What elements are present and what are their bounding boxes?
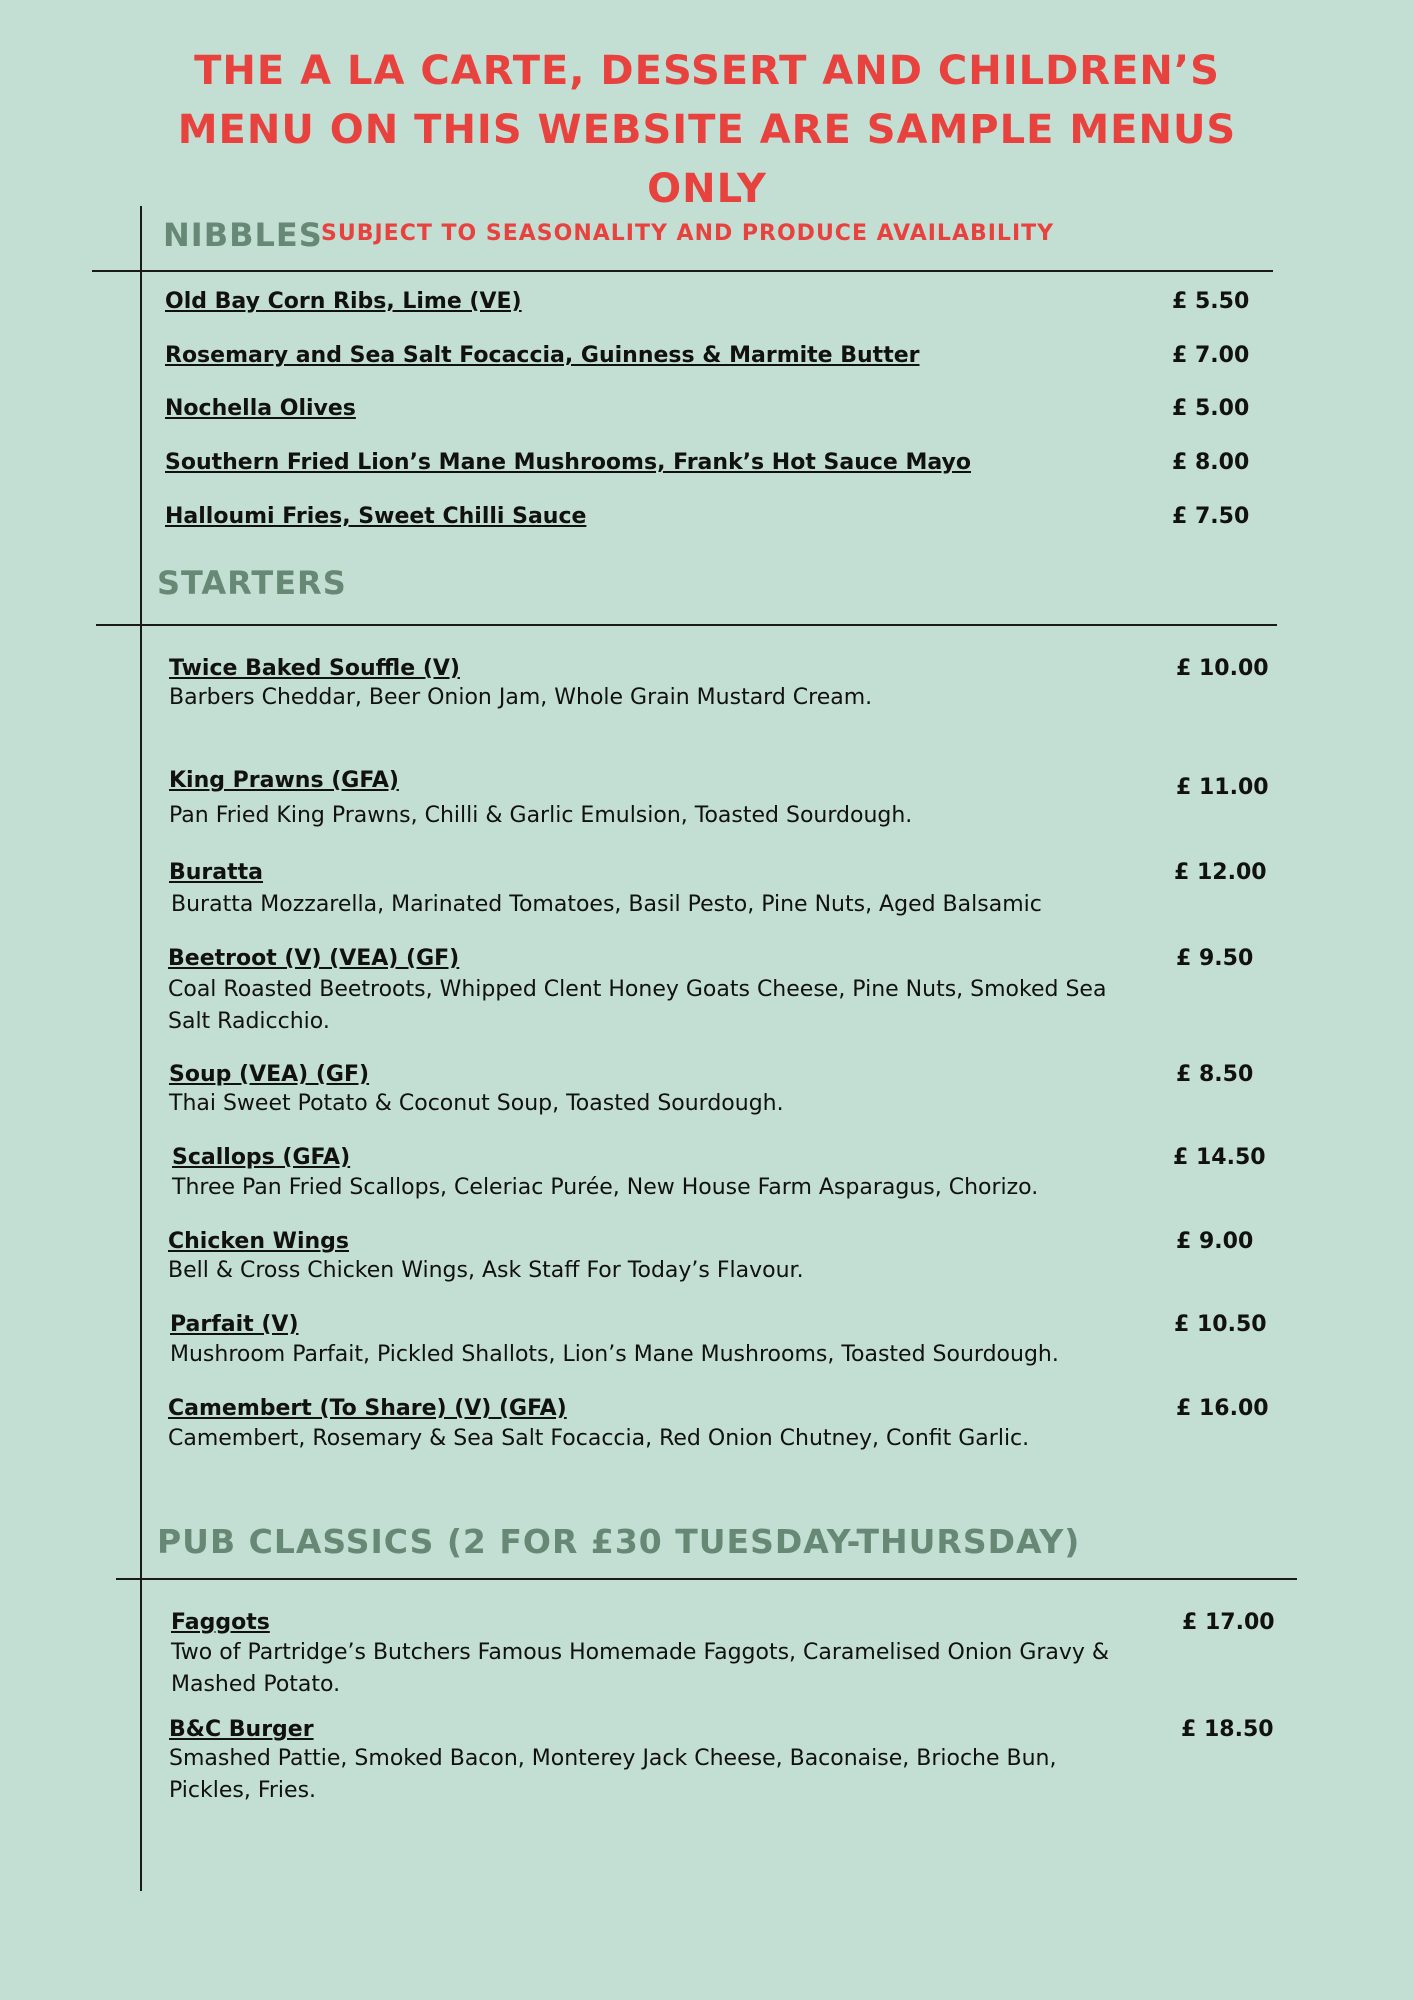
starters-divider <box>96 624 1277 626</box>
starter-item-price: £ 14.50 <box>1173 1145 1266 1170</box>
nibble-item-name: Rosemary and Sea Salt Focaccia, Guinness & Marmite Butter <box>165 343 920 368</box>
starter-item-name: King Prawns (GFA) <box>169 768 399 793</box>
nibble-item-name: Southern Fried Lion’s Mane Mushrooms, Frank’s Hot Sauce Mayo <box>165 450 971 475</box>
nibble-item-name: Nochella Olives <box>165 396 356 421</box>
banner-line-2: MENU ON THIS WEBSITE ARE SAMPLE MENUS <box>177 107 1237 153</box>
starter-item-name: Camembert (To Share) (V) (GFA) <box>168 1396 567 1421</box>
pub-classic-item-description: Two of Partridge’s Butchers Famous Homemade Faggots, Caramelised Onion Gravy & Mashed Potato. <box>171 1640 1110 1697</box>
starter-item-description: Coal Roasted Beetroots, Whipped Clent Honey Goats Cheese, Pine Nuts, Smoked Sea Salt Radicchio. <box>168 977 1107 1034</box>
starter-item-description: Three Pan Fried Scallops, Celeriac Purée, New House Farm Asparagus, Chorizo. <box>172 1175 1039 1200</box>
starter-item-name: Buratta <box>169 860 264 885</box>
nibble-item-price: £ 8.00 <box>1172 450 1250 475</box>
nibbles-divider <box>92 270 1273 272</box>
nibble-item-price: £ 7.00 <box>1172 343 1250 368</box>
nibble-item-price: £ 7.50 <box>1172 504 1250 529</box>
starter-item-price: £ 9.00 <box>1176 1229 1254 1254</box>
starter-item-description: Thai Sweet Potato & Coconut Soup, Toasted Sourdough. <box>169 1091 784 1116</box>
starter-item-price: £ 9.50 <box>1176 946 1254 971</box>
starter-item-name: Parfait (V) <box>170 1312 299 1337</box>
sample-menu-banner <box>160 42 1254 219</box>
starter-item-name: Chicken Wings <box>168 1229 349 1254</box>
starter-item-price: £ 12.00 <box>1174 860 1267 885</box>
vertical-divider <box>140 206 142 1891</box>
starter-item-price: £ 10.00 <box>1176 656 1269 681</box>
starter-item-description: Mushroom Parfait, Pickled Shallots, Lion’s Mane Mushrooms, Toasted Sourdough. <box>170 1342 1059 1367</box>
starter-item-price: £ 8.50 <box>1176 1062 1254 1087</box>
nibble-item-name: Halloumi Fries, Sweet Chilli Sauce <box>165 504 587 529</box>
starter-item-name: Twice Baked Souffle (V) <box>169 656 460 681</box>
banner-line-3: ONLY <box>647 166 767 212</box>
starter-item-description: Camembert, Rosemary & Sea Salt Focaccia, Red Onion Chutney, Confit Garlic. <box>168 1426 1030 1451</box>
nibble-item-name: Old Bay Corn Ribs, Lime (VE) <box>165 289 522 314</box>
starter-item-description: Pan Fried King Prawns, Chilli & Garlic Emulsion, Toasted Sourdough. <box>169 803 913 828</box>
starter-item-name: Scallops (GFA) <box>172 1145 351 1170</box>
starter-item-name: Soup (VEA) (GF) <box>169 1062 370 1087</box>
starter-item-price: £ 11.00 <box>1176 775 1269 800</box>
pub-classic-item-description: Smashed Pattie, Smoked Bacon, Monterey Jack Cheese, Baconaise, Brioche Bun, Pickles, Fries. <box>169 1746 1057 1803</box>
seasonality-note: SUBJECT TO SEASONALITY AND PRODUCE AVAILABILITY <box>321 221 1055 246</box>
starter-item-description: Bell & Cross Chicken Wings, Ask Staff For Today’s Flavour. <box>168 1258 804 1283</box>
starter-item-description: Buratta Mozzarella, Marinated Tomatoes, Basil Pesto, Pine Nuts, Aged Balsamic <box>171 892 1042 917</box>
pub-classics-section-title: PUB CLASSICS (2 FOR £30 TUESDAY-THURSDAY) <box>157 1522 1081 1561</box>
starter-item-price: £ 16.00 <box>1176 1396 1269 1421</box>
nibble-item-price: £ 5.50 <box>1172 289 1250 314</box>
pub-classic-item-price: £ 17.00 <box>1182 1610 1275 1635</box>
nibble-item-price: £ 5.00 <box>1172 396 1250 421</box>
starters-section-title: STARTERS <box>157 564 347 602</box>
starter-item-description: Barbers Cheddar, Beer Onion Jam, Whole Grain Mustard Cream. <box>169 685 873 710</box>
starter-item-price: £ 10.50 <box>1174 1312 1267 1337</box>
banner-line-1: THE A LA CARTE, DESSERT AND CHILDREN’S <box>194 48 1220 94</box>
pub-classics-divider <box>116 1578 1297 1580</box>
nibbles-section-title: NIBBLES <box>163 216 323 254</box>
pub-classic-item-price: £ 18.50 <box>1181 1717 1274 1742</box>
pub-classic-item-name: Faggots <box>171 1610 270 1635</box>
pub-classic-item-name: B&C Burger <box>169 1717 314 1742</box>
starter-item-name: Beetroot (V) (VEA) (GF) <box>168 946 460 971</box>
